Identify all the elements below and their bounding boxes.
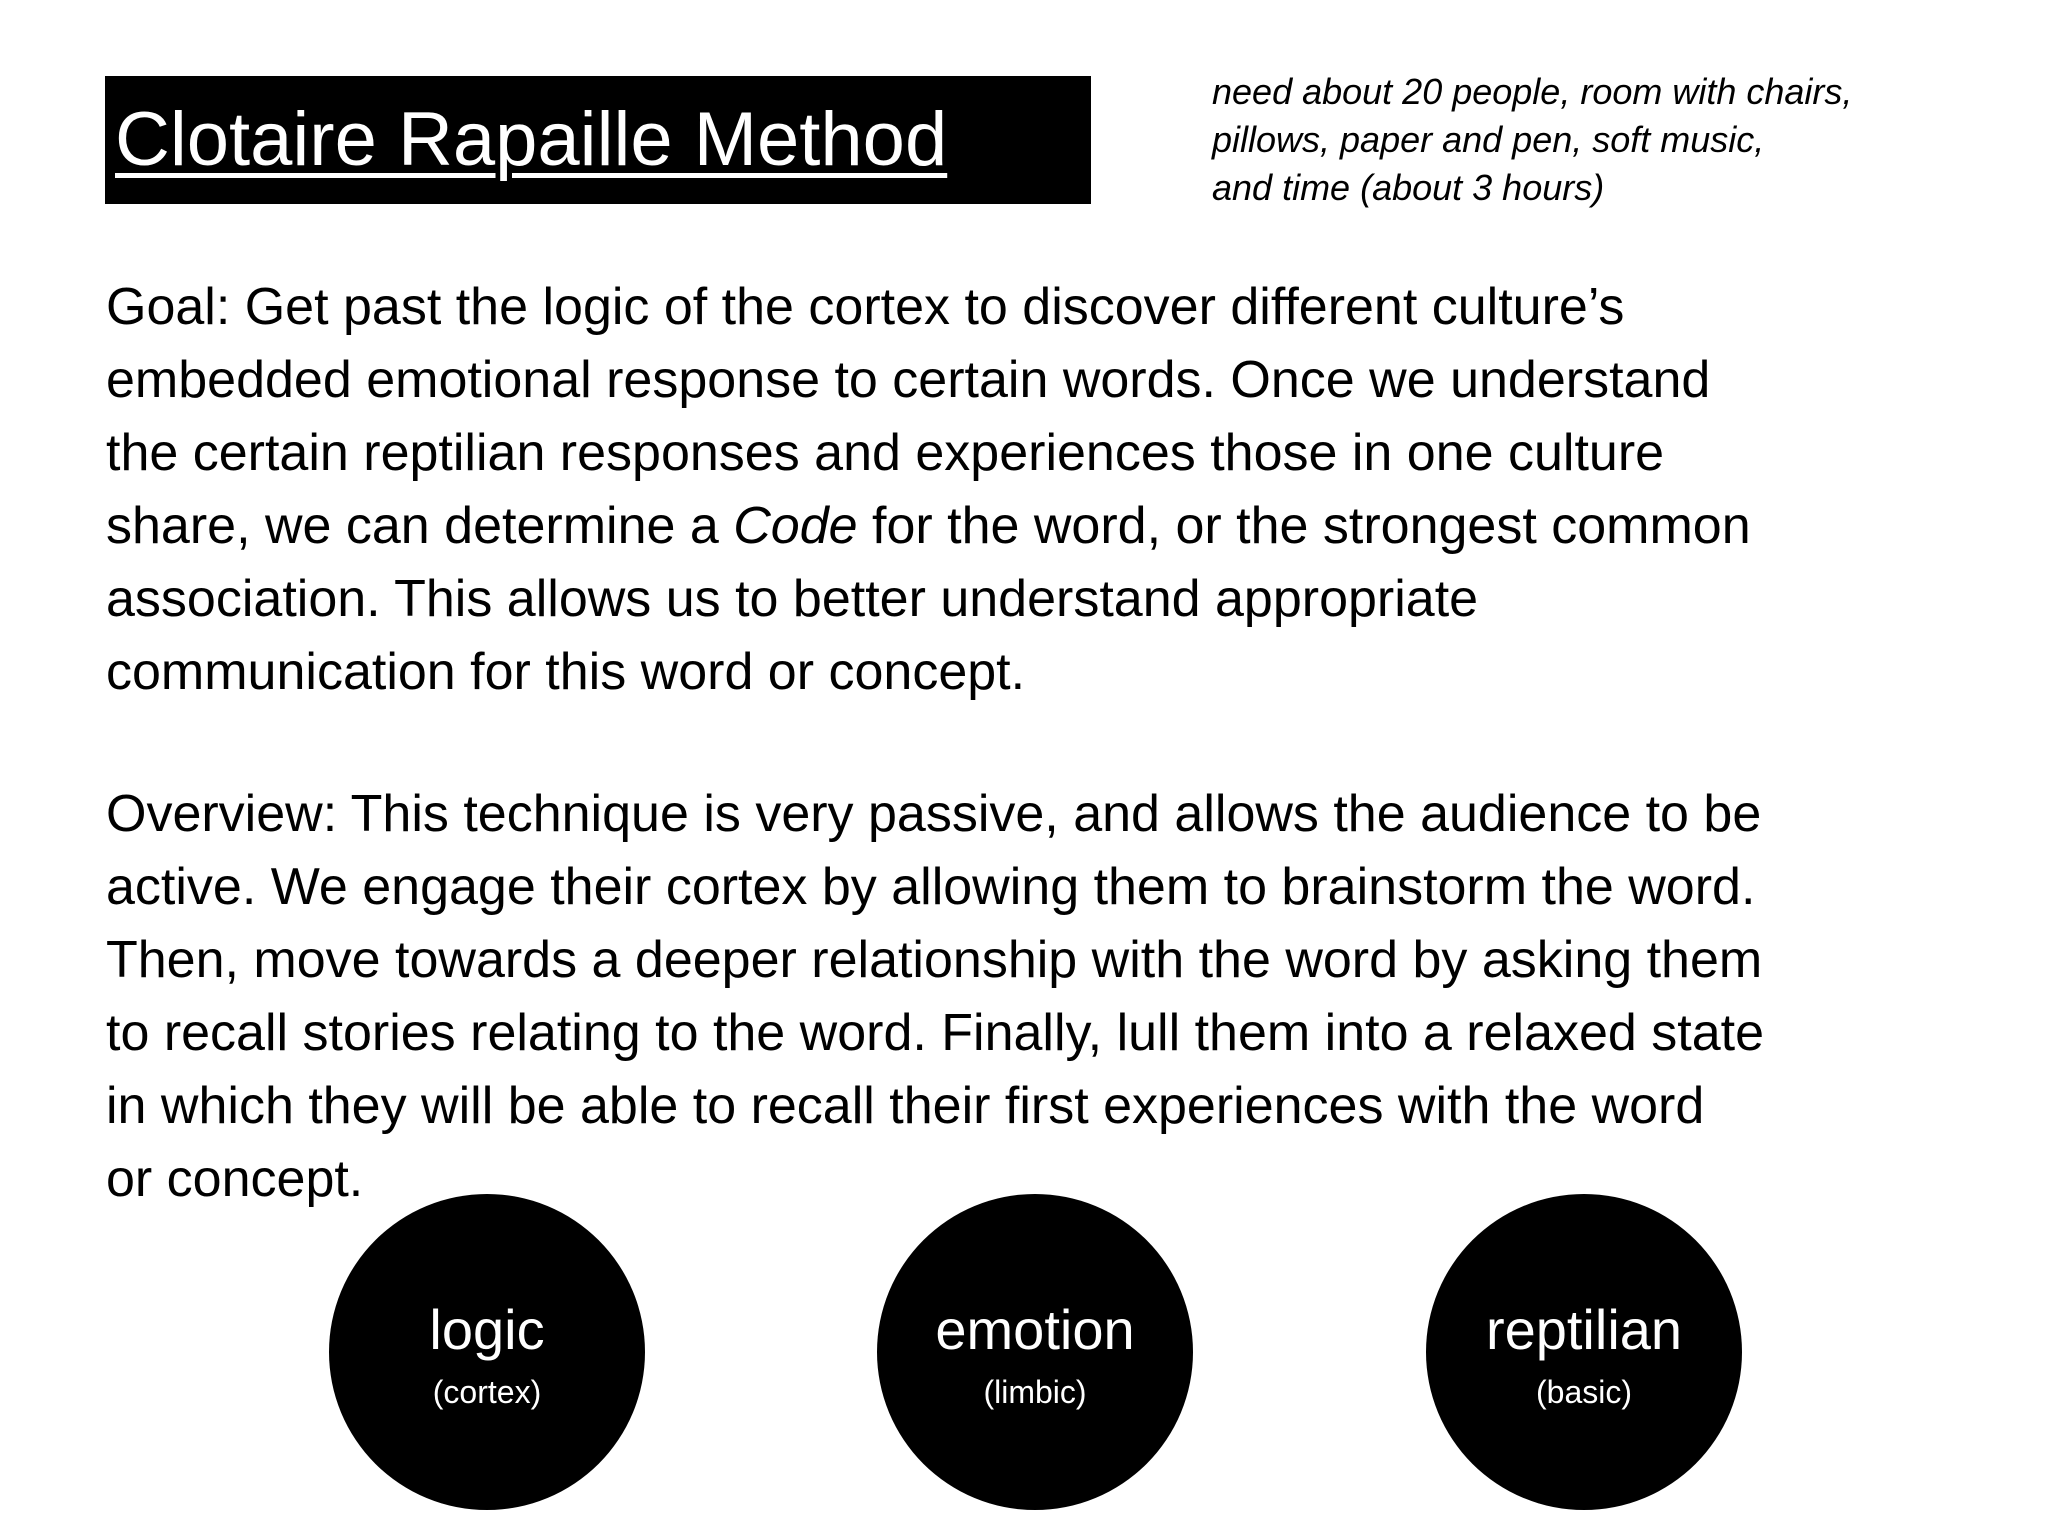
goal-line: Goal: Get past the logic of the cortex to discover different culture’s <box>106 278 1625 336</box>
overview-paragraph <box>106 778 2006 1216</box>
requirements-line: need about 20 people, room with chairs, <box>1212 71 1853 112</box>
goal-line: association. This allows us to better understand appropriate <box>106 570 1479 628</box>
circle-label: emotion <box>935 1298 1135 1361</box>
circle-label: logic <box>429 1298 545 1361</box>
overview-line: in which they will be able to recall their first experiences with the word <box>106 1077 1705 1135</box>
overview-line: Then, move towards a deeper relationship with the word by asking them <box>106 931 1763 989</box>
logic-circle <box>329 1194 645 1510</box>
circle-label: reptilian <box>1485 1298 1683 1361</box>
requirements-note <box>1212 68 2012 212</box>
title-banner <box>105 76 1091 204</box>
circle-sublabel: (cortex) <box>432 1374 542 1410</box>
code-emphasis: Code <box>733 497 858 555</box>
emotion-circle <box>877 1194 1193 1510</box>
requirements-line: pillows, paper and pen, soft music, <box>1212 119 1765 160</box>
overview-line: active. We engage their cortex by allowing them to brainstorm the word. <box>106 858 1756 916</box>
circle-sublabel: (basic) <box>1535 1374 1632 1410</box>
overview-line: to recall stories relating to the word. Finally, lull them into a relaxed state <box>106 1004 1765 1062</box>
requirements-line: and time (about 3 hours) <box>1212 167 1605 208</box>
goal-line: embedded emotional response to certain words. Once we understand <box>106 351 1711 409</box>
goal-line: communication for this word or concept. <box>106 643 1026 701</box>
overview-line: Overview: This technique is very passive, and allows the audience to be <box>106 785 1762 843</box>
overview-line: or concept. <box>106 1150 364 1208</box>
goal-paragraph <box>106 271 2006 709</box>
goal-line-text: for the word, or the strongest common <box>857 497 1751 555</box>
circle-sublabel: (limbic) <box>983 1374 1087 1410</box>
page-title: Clotaire Rapaille Method <box>115 97 948 182</box>
goal-line <box>106 490 2006 563</box>
goal-line-text: share, we can determine a <box>106 497 734 555</box>
goal-line: the certain reptilian responses and experiences those in one culture <box>106 424 1665 482</box>
reptilian-circle <box>1426 1194 1742 1510</box>
